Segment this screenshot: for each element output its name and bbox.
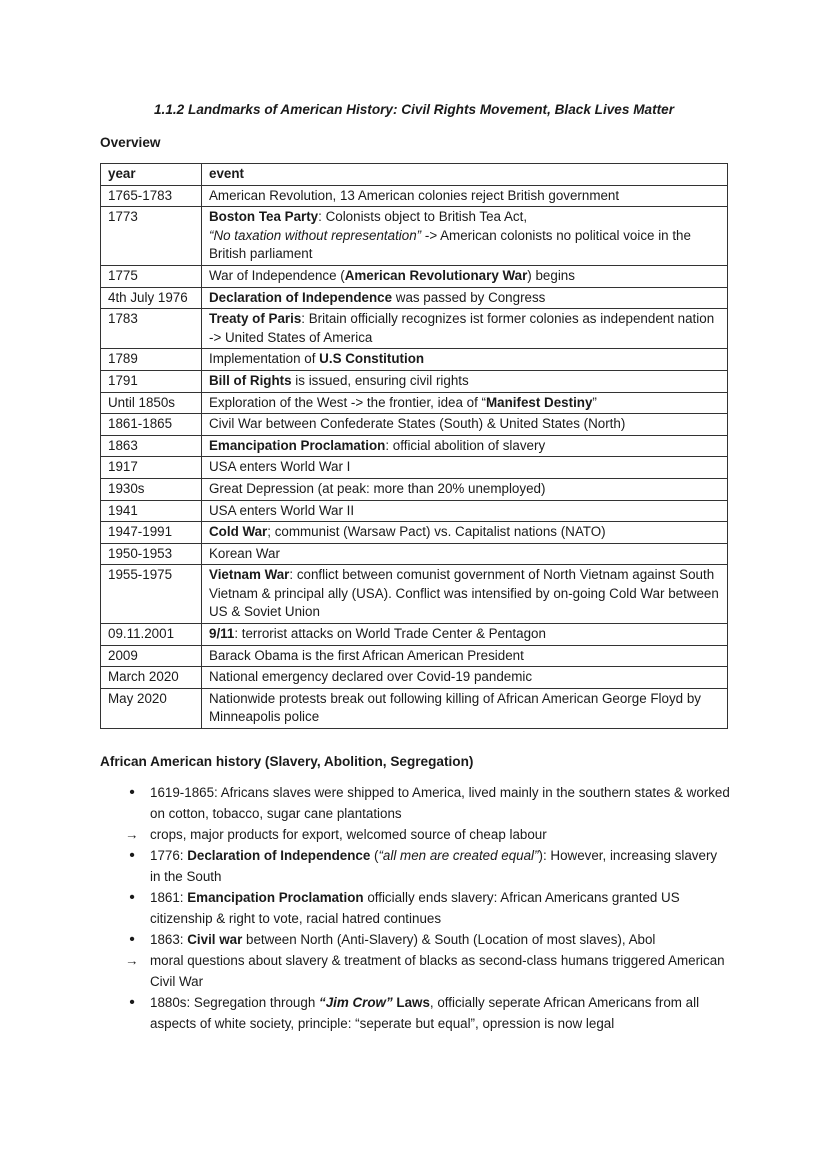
list-item bbox=[100, 845, 730, 887]
event-cell bbox=[202, 349, 728, 371]
year-cell: 1789 bbox=[101, 349, 202, 371]
text-run: 1861: bbox=[150, 890, 188, 905]
text-run: 1880s: Segregation through bbox=[150, 995, 319, 1010]
african-american-history-heading: African American history (Slavery, Abolition, Segregation) bbox=[100, 754, 474, 769]
year-cell: 1950-1953 bbox=[101, 543, 202, 565]
bullet-icon bbox=[122, 887, 142, 908]
event-cell bbox=[202, 287, 728, 309]
emphasized-text: “Jim Crow” bbox=[319, 995, 393, 1010]
emphasized-text: “No taxation without representation” bbox=[209, 227, 422, 243]
table-row bbox=[101, 265, 728, 287]
emphasized-text: Bill of Rights bbox=[209, 372, 292, 388]
emphasized-text: U.S Constitution bbox=[319, 351, 425, 367]
text-run: , officially seperate African Americans from all aspects of white society, principle: “seperate but equal”, opression is now legal bbox=[150, 995, 700, 1031]
event-cell bbox=[202, 457, 728, 479]
year-cell: 09.11.2001 bbox=[101, 624, 202, 646]
text-run: ( bbox=[370, 848, 379, 863]
text-run: Nationwide protests break out following killing of African American George Floyd by Minneapolis police bbox=[209, 690, 701, 725]
text-run: Exploration of the West -> the frontier, idea of “ bbox=[209, 394, 487, 410]
year-cell: 1773 bbox=[101, 207, 202, 266]
text-run: USA enters World War I bbox=[209, 459, 351, 475]
year-cell: 1930s bbox=[101, 478, 202, 500]
table-row bbox=[101, 543, 728, 565]
list-item bbox=[100, 782, 730, 824]
timeline-table bbox=[100, 163, 728, 729]
table-row bbox=[101, 478, 728, 500]
year-cell: 1863 bbox=[101, 435, 202, 457]
arrow-right-icon bbox=[122, 950, 142, 971]
emphasized-text: Declaration of Independence bbox=[187, 848, 371, 863]
text-run: crops, major products for export, welcomed source of cheap labour bbox=[150, 827, 547, 842]
emphasized-text: Treaty of Paris bbox=[209, 311, 302, 327]
year-cell: Until 1850s bbox=[101, 392, 202, 414]
text-run: 1776: bbox=[150, 848, 188, 863]
event-cell bbox=[202, 522, 728, 544]
table-row bbox=[101, 500, 728, 522]
event-cell bbox=[202, 207, 728, 266]
text-run: Civil War between Confederate States (South) & United States (North) bbox=[209, 416, 626, 432]
list-item bbox=[100, 929, 730, 950]
text-run: : Britain officially recognizes ist former colonies as independent nation -> United States of America bbox=[209, 311, 715, 345]
column-header-event: event bbox=[202, 164, 728, 186]
bullet-icon bbox=[122, 992, 142, 1013]
table-row bbox=[101, 392, 728, 414]
text-run: American Revolution, 13 American colonies reject British government bbox=[209, 187, 620, 203]
table-row bbox=[101, 185, 728, 207]
text-run: ” bbox=[592, 394, 597, 410]
text-run: Great Depression (at peak: more than 20% unemployed) bbox=[209, 480, 546, 496]
event-cell bbox=[202, 478, 728, 500]
emphasized-text: Emancipation Proclamation bbox=[187, 890, 364, 905]
year-cell: May 2020 bbox=[101, 688, 202, 728]
emphasized-text: Cold War bbox=[209, 524, 268, 540]
text-run: : Colonists object to British Tea Act, bbox=[318, 209, 528, 225]
column-header-year: year bbox=[101, 164, 202, 186]
list-item bbox=[100, 992, 730, 1034]
table-row bbox=[101, 287, 728, 309]
event-cell bbox=[202, 309, 728, 349]
emphasized-text: Emancipation Proclamation bbox=[209, 437, 386, 453]
bullet-icon bbox=[122, 929, 142, 950]
table-row bbox=[101, 370, 728, 392]
year-cell: 1941 bbox=[101, 500, 202, 522]
emphasized-text: Boston Tea Party bbox=[209, 209, 319, 225]
table-row bbox=[101, 457, 728, 479]
list-item bbox=[100, 950, 730, 992]
year-cell: 1861-1865 bbox=[101, 414, 202, 436]
text-run: ): However, increasing slavery in the South bbox=[150, 848, 718, 884]
text-run: ) begins bbox=[527, 267, 575, 283]
emphasized-text: 9/11 bbox=[209, 626, 235, 642]
text-run: ; communist (Warsaw Pact) vs. Capitalist nations (NATO) bbox=[267, 524, 606, 540]
table-row bbox=[101, 522, 728, 544]
text-run: -> American colonists no political voice in the British parliament bbox=[209, 227, 691, 262]
year-cell: 1783 bbox=[101, 309, 202, 349]
african-american-history-list bbox=[100, 782, 730, 1034]
table-row bbox=[101, 207, 728, 266]
event-cell bbox=[202, 500, 728, 522]
text-run: National emergency declared over Covid-19 pandemic bbox=[209, 669, 533, 685]
year-cell: 4th July 1976 bbox=[101, 287, 202, 309]
table-row bbox=[101, 414, 728, 436]
year-cell: 2009 bbox=[101, 645, 202, 667]
event-cell bbox=[202, 688, 728, 728]
bullet-icon bbox=[122, 845, 142, 866]
emphasized-text: Declaration of Independence bbox=[209, 289, 393, 305]
emphasized-text: Civil war bbox=[187, 932, 243, 947]
text-run: between North (Anti-Slavery) & South (Location of most slaves), Abol bbox=[242, 932, 656, 947]
table-header-row bbox=[101, 164, 728, 186]
text-run: moral questions about slavery & treatment of blacks as second-class humans triggered American Civil War bbox=[150, 953, 725, 989]
text-run: : terrorist attacks on World Trade Center & Pentagon bbox=[234, 626, 546, 642]
table-row bbox=[101, 688, 728, 728]
year-cell: 1955-1975 bbox=[101, 565, 202, 624]
event-cell bbox=[202, 435, 728, 457]
overview-heading: Overview bbox=[100, 135, 161, 150]
text-run: Implementation of bbox=[209, 351, 320, 367]
text-run: is issued, ensuring civil rights bbox=[291, 372, 469, 388]
table-row bbox=[101, 624, 728, 646]
emphasized-text: Manifest Destiny bbox=[486, 394, 593, 410]
year-cell: 1791 bbox=[101, 370, 202, 392]
table-row bbox=[101, 349, 728, 371]
bullet-icon bbox=[122, 782, 142, 803]
event-cell bbox=[202, 543, 728, 565]
table-row bbox=[101, 667, 728, 689]
text-run: Korean War bbox=[209, 545, 280, 561]
document-title: 1.1.2 Landmarks of American History: Civil Rights Movement, Black Lives Matter bbox=[154, 102, 674, 117]
text-run: was passed by Congress bbox=[392, 289, 546, 305]
table-row bbox=[101, 435, 728, 457]
text-run: Barack Obama is the first African American President bbox=[209, 647, 524, 663]
event-cell bbox=[202, 667, 728, 689]
list-item bbox=[100, 887, 730, 929]
text-run: USA enters World War II bbox=[209, 502, 355, 518]
table-row bbox=[101, 565, 728, 624]
text-run: : official abolition of slavery bbox=[385, 437, 546, 453]
emphasized-text: American Revolutionary War bbox=[344, 267, 528, 283]
text-run: officially ends slavery: African Americans granted US citizenship & right to vote, racial hatred continues bbox=[150, 890, 680, 926]
event-cell bbox=[202, 414, 728, 436]
table-row bbox=[101, 645, 728, 667]
text-run: 1619-1865: Africans slaves were shipped to America, lived mainly in the southern states & worked on cotton, tobacco, sugar cane plantations bbox=[150, 785, 730, 821]
event-cell bbox=[202, 265, 728, 287]
list-item bbox=[100, 824, 730, 845]
event-cell bbox=[202, 565, 728, 624]
event-cell bbox=[202, 624, 728, 646]
text-run: : conflict between comunist government of North Vietnam against South Vietnam & principal ally (USA). Conflict was intensified by on-going Cold War between US & Soviet Union bbox=[209, 567, 719, 620]
table-row bbox=[101, 309, 728, 349]
event-cell bbox=[202, 645, 728, 667]
text-run: War of Independence ( bbox=[209, 267, 345, 283]
emphasized-text: Vietnam War bbox=[209, 567, 290, 583]
year-cell: 1947-1991 bbox=[101, 522, 202, 544]
emphasized-text: “all men are created equal” bbox=[378, 848, 539, 863]
event-cell bbox=[202, 185, 728, 207]
year-cell: March 2020 bbox=[101, 667, 202, 689]
event-cell bbox=[202, 392, 728, 414]
event-cell bbox=[202, 370, 728, 392]
year-cell: 1917 bbox=[101, 457, 202, 479]
year-cell: 1765-1783 bbox=[101, 185, 202, 207]
arrow-right-icon bbox=[122, 824, 142, 845]
text-run: 1863: bbox=[150, 932, 188, 947]
year-cell: 1775 bbox=[101, 265, 202, 287]
emphasized-text: Laws bbox=[396, 995, 430, 1010]
